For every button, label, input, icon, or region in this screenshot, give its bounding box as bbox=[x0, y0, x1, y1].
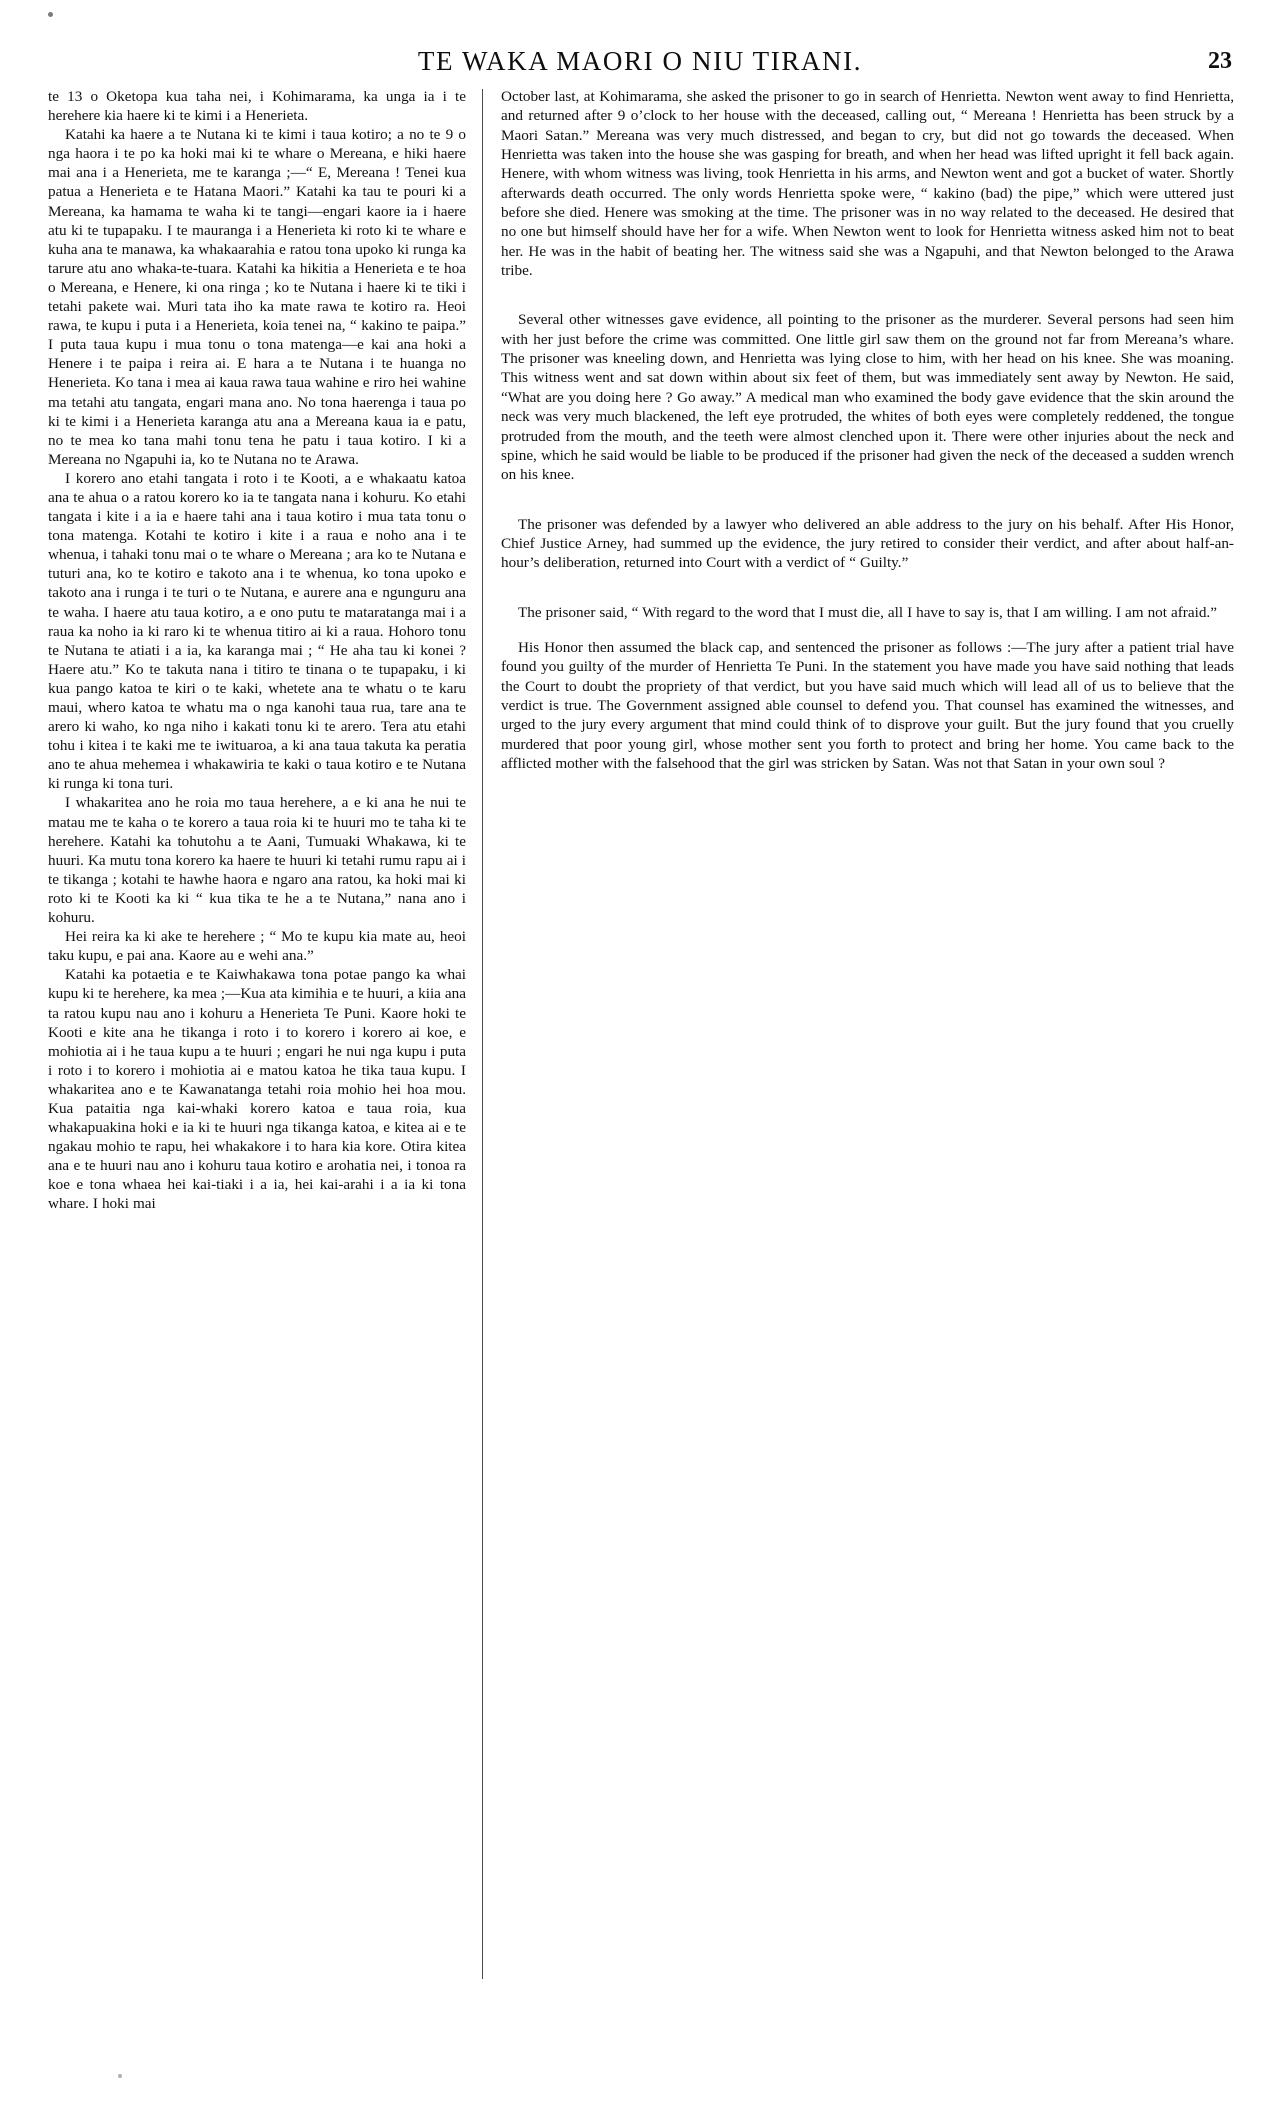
paragraph: I whakaritea ano he roia mo taua herehere, a e ki ana he nui te matau me te kaha o te korero a taua roia ki te huuri mo te taha ki te herehere. Katahi ka tohutohu a te Aani, Tumuaki Whakawa, ki te huuri. Ka mutu tona korero ka haere te huuri ki tetahi rumu rapu ai i te tikanga ; kotahi te hawhe haora e ngaro ana ratou, ka hoki mai ki roto ki te Kooti ka ki “ kua tika te he a te Nutana,” nana ano i kohuru. bbox=[48, 794, 466, 927]
left-column bbox=[48, 87, 482, 1214]
paragraph: The prisoner said, “ With regard to the word that I must die, all I have to say is, that I am willing. I am not afraid.” bbox=[518, 603, 1217, 621]
columns-container bbox=[0, 87, 1280, 1979]
page-title: TE WAKA MAORI O NIU TIRANI. bbox=[417, 46, 863, 76]
paragraph: His Honor then assumed the black cap, and sentenced the prisoner as follows :—The jury after a patient trial have found you guilty of the murder of Henrietta Te Puni. In the statement you have made you have said nothing that leads the Court to doubt the propriety of that verdict, but you have said much which will lead all of us to believe that the verdict is true. The Government assigned able counsel to defend you. That counsel has examined the witnesses, and urged to the jury every argument that mind could think of to disprove your guilt. But the jury found that you cruelly murdered that poor young girl, whose mother sent you forth to protect and bring her home. You came back to the afflicted mother with the falsehood that the girl was stricken by Satan. Was not that Satan in your own soul ? bbox=[501, 638, 1234, 772]
paragraph: Katahi ka potaetia e te Kaiwhakawa tona potae pango ka whai kupu ki te herehere, ka mea ;—Kua ata kimihia e te huuri, a kiia ana ta ratou kupu nau ano i kohuru a Henerieta Te Puni. Kaore hoki te Kooti e kite ana he tikanga i roto i to korero i korero ai koe, e mohiotia ai i he taua kupu a te huuri ; engari he nui nga kupu i puta i roto i to korero i mohiotia ai e matou katoa he tika taua kupu. I whakaritea ano e te Kawanatanga tetahi roia mohio hei hoa mou. Kua pataitia nga kai-whaki korero katoa e taua roia, kua whakapuakina hoki e ia ki te huuri nga tikanga katoa, e kitea ai e te ngakau mohio te rapu, hei whakakore i to hara kia kore. Otira kitea ana e te huuri nau ano i kohuru taua kotiro e arohatia nei, i tonoa ra koe e tona whaea hei kai-tiaki i a ia, hei kai-arahi i a ia ki tona whare. I hoki mai bbox=[48, 966, 466, 1213]
paragraph: October last, at Kohimarama, she asked the prisoner to go in search of Henrietta. Newton went away to find Henrietta, and returned after 9 o’clock to her house with the deceased, calling out, “ Mereana ! Henrietta has been struck by a Maori Satan.” Mereana was very much distressed, and began to cry, but did not go towards the deceased. When Henrietta was taken into the house she was gasping for breath, and when her head was lifted upright it fell back again. Henere, with whom witness was living, took Henrietta in his arms, and Newton went and got a bucket of water. Shortly afterwards death occurred. The only words Henrietta spoke were, “ kakino (bad) the pipe,” which were uttered just before she died. Henere was smoking at the time. The prisoner was in no way related to the deceased. He desired that no one but himself should have her for a wife. When Newton went to look for Henrietta witness asked him not to beat her. He was in the habit of beating her. The witness said she was a Ngapuhi, and that Newton belonged to the Arawa tribe. bbox=[501, 88, 1234, 280]
paragraph: Several other witnesses gave evidence, all pointing to the prisoner as the murderer. Several persons had seen him with her just before the crime was committed. One little girl saw them on the ground not far from Mereana’s whare. The prisoner was kneeling down, and Henrietta was lying close to him, with her head on his knee. She was moaning. This witness went and sat down within about six feet of them, but was immediately sent away by Newton. He said, “What are you doing here ? Go away.” A medical man who examined the body gave evidence that the skin around the neck was very much blackened, the left eye protruded, the whites of both eyes were completely reddened, the tongue protruded from the mouth, and the teeth were almost clenched upon it. There were other injuries about the neck and spine, which he said would be liable to be produced if the prisoner had given the neck of the deceased a sudden wrench on his knee. bbox=[501, 311, 1234, 484]
right-column bbox=[483, 87, 1234, 773]
masthead bbox=[0, 0, 1280, 87]
paragraph: Katahi ka haere a te Nutana ki te kimi i taua kotiro; a no te 9 o nga haora i te po ka hoki mai ki te whare o Mereana, e hiki haere mai ana i a Henerieta, me te karanga ;—“ E, Mereana ! Tenei kua patua a Henerieta e te Hatana Maori.” Katahi ka tau te pouri ki a Mereana, ka hamama te waha ki te tangi—engari kaore ia i haere atu ki te tupapaku. I te mauranga i a Henerieta ki roto ki te whare e kuha ana te manawa, ka whakaarahia e ratou tona upoko ki runga ka tarure atu ano whaka-te-tuara. Katahi ka hikitia a Henerieta e te hoa o Mereana, e Henere, ki ona ringa ; ko te Nutana i haere ki te tiki i tetahi pakete wai. Muri tata iho ka mate rawa te kotiro ra. Heoi rawa, te kupu i puta i a Henerieta, koia tenei na, “ kakino te paipa.” I puta taua kupu i mua tonu o tona matenga—e kai ana hoki a Henere i te paipa i reira ai. E hara a te Nutana i te huanga no Henerieta. Ko tana i mea ai kaua rawa taua wahine e riro hei wahine ma tetahi atu tangata, engari mana ano. No tona haerenga i taua po ki te kimi i a Henerieta karanga atu ana a Mereana kaua ia e patu, no te mea ko tana mahi tonu tena he patu i taua kotiro. I ki a Mereana no Ngapuhi ia, ko te Nutana no te Arawa. bbox=[48, 126, 466, 468]
paragraph: The prisoner was defended by a lawyer who delivered an able address to the jury on his behalf. After His Honor, Chief Justice Arney, had summed up the evidence, the jury retired to consider their verdict, and after about half-an-hour’s deliberation, returned into Court with a verdict of “ Guilty.” bbox=[501, 515, 1234, 572]
paragraph: I korero ano etahi tangata i roto i te Kooti, a e whakaatu katoa ana te ahua o a ratou korero ko ia te tangata nana i kohuru. Ko etahi tangata i kite i a ia e haere tahi ana i taua kotiro i mua tata tonu o tona matenga. Kotahi te kotiro i kite i a raua e noho ana i te whenua, i tahaki tonu mai o te whare o Mereana ; ara ko te Nutana e tuturi ana, ko te kotiro e takoto ana i te whenua, ko tona upoko e takoto ana i runga i te turi o te Nutana, e aurere ana e ngunguru ana te waha. I haere atu taua kotiro, a e ono putu te mataratanga mai i a raua ka noho ia ki raro ki te whenua titiro ai ki a raua. Hohoro tonu te Nutana te atiati i a ia, ka karanga mai ; “ He aha tau ki konei ? Haere atu.” Ko te takuta nana i titiro te tinana o te tupapaku, i ki kua pango katoa te kiri o te kaki, whetete ana te whatu o te karu maui, whero katoa te whatu ma o nga kanohi taua rua, tare ana te arero ki waho, ko nga niho i kakati tonu ki te arero. Tera atu etahi tohu i kitea i te kaki me te iwituaroa, a ki ana taua takuta ka peratia ano te ahua mehemea i whakawiria te kaki o taua kotiro e te Nutana ki runga ki tona turi. bbox=[48, 469, 466, 793]
ink-speck-bottom bbox=[118, 2074, 122, 2078]
paragraph: Hei reira ka ki ake te herehere ; “ Mo te kupu kia mate au, heoi taku kupu, e pai ana. Kaore au e wehi ana.” bbox=[48, 928, 466, 965]
paragraph: te 13 o Oketopa kua taha nei, i Kohimarama, ka unga ia i te herehere kia haere ki te kimi i a Henerieta. bbox=[48, 88, 466, 125]
column-divider bbox=[482, 89, 483, 1979]
page-number: 23 bbox=[1208, 48, 1232, 74]
